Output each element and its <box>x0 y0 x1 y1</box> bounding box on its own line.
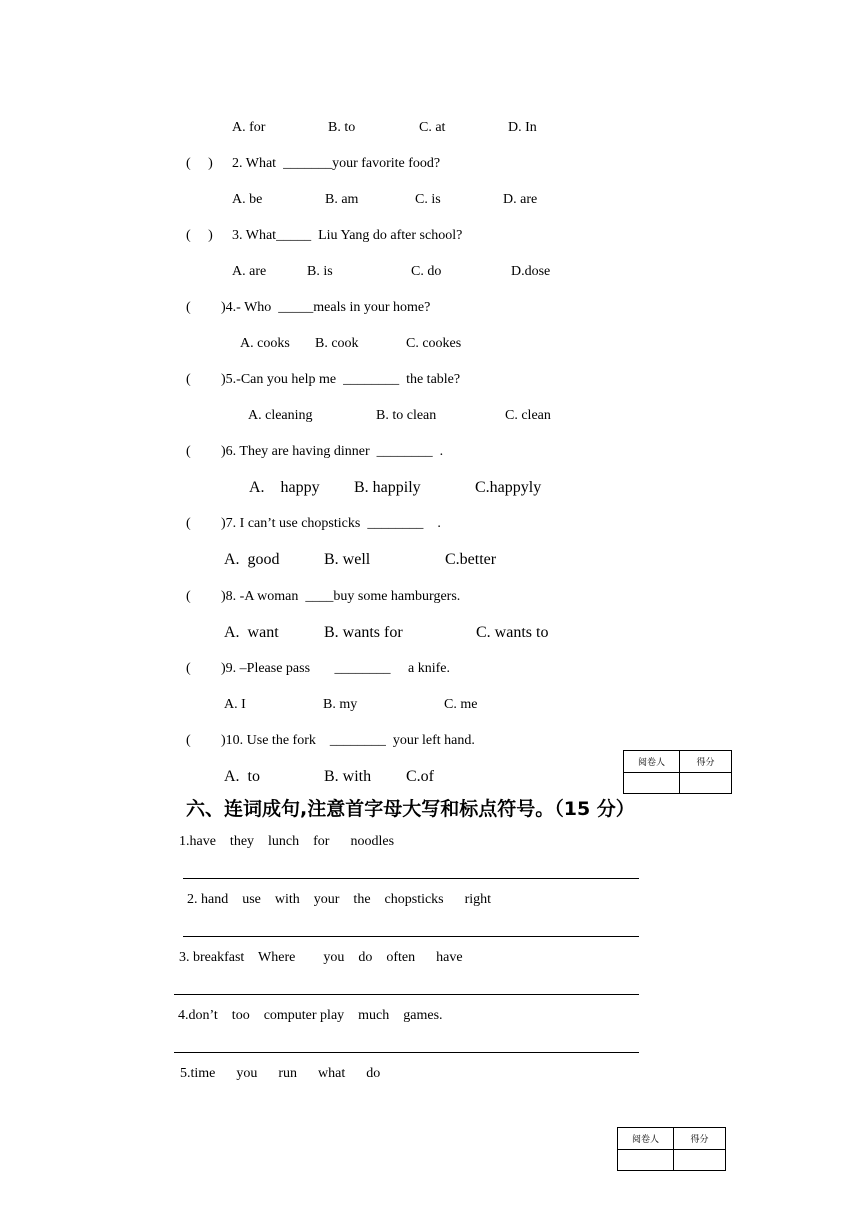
q3-option-a: A. are <box>232 264 267 279</box>
q7-option-a: A. good <box>224 551 280 568</box>
q5-answer-paren[interactable]: ( <box>186 372 191 387</box>
q8-option-a: A. want <box>224 624 279 641</box>
q6-answer-paren[interactable]: ( <box>186 444 191 459</box>
q4-answer-paren[interactable]: ( <box>186 300 191 315</box>
score-box-reviewer-cell[interactable] <box>624 773 680 794</box>
q6-option-a: A. happy <box>249 479 320 496</box>
q4-option-c: C. cookes <box>406 336 462 351</box>
score-box-2-reviewer-label: 阅卷人 <box>618 1128 674 1150</box>
q5-option-b: B. to clean <box>376 408 437 423</box>
q9-stem: )9. –Please pass ________ a knife. <box>221 661 451 676</box>
reorder-item-3: 3. breakfast Where you do often have <box>179 950 463 965</box>
q4-option-a: A. cooks <box>240 336 290 351</box>
answer-line-2[interactable] <box>183 936 639 937</box>
q2-option-b: B. am <box>325 192 359 207</box>
reorder-item-5: 5.time you run what do <box>180 1066 381 1081</box>
q10-answer-paren[interactable]: ( <box>186 733 191 748</box>
q2-option-d: D. are <box>503 192 538 207</box>
q5-option-c: C. clean <box>505 408 551 423</box>
q1-option-a: A. for <box>232 120 266 135</box>
q3-option-b: B. is <box>307 264 333 279</box>
score-box-2 <box>617 1127 726 1171</box>
q2-answer-paren[interactable]: ( ) <box>186 156 213 171</box>
q8-option-b: B. wants for <box>324 624 403 641</box>
q9-option-c: C. me <box>444 697 478 712</box>
score-box-reviewer-label: 阅卷人 <box>624 751 680 773</box>
q10-option-c: C.of <box>406 768 434 785</box>
q5-option-a: A. cleaning <box>248 408 313 423</box>
q9-answer-paren[interactable]: ( <box>186 661 191 676</box>
q6-option-b: B. happily <box>354 479 421 496</box>
q6-stem: )6. They are having dinner ________ . <box>221 444 444 459</box>
q5-stem: )5.-Can you help me ________ the table? <box>221 372 461 387</box>
q4-stem: )4.- Who _____meals in your home? <box>221 300 431 315</box>
reorder-item-4: 4.don’t too computer play much games. <box>178 1008 443 1023</box>
q7-stem: )7. I can’t use chopsticks ________ . <box>221 516 441 531</box>
answer-line-4[interactable] <box>174 1052 639 1053</box>
q3-answer-paren[interactable]: ( ) <box>186 228 213 243</box>
section-heading: 六、连词成句,注意首字母大写和标点符号。（15 分） <box>186 798 635 820</box>
q6-option-c: C.happyly <box>475 479 542 496</box>
q8-answer-paren[interactable]: ( <box>186 589 191 604</box>
q3-stem: 3. What_____ Liu Yang do after school? <box>232 228 463 243</box>
q2-stem: 2. What _______your favorite food? <box>232 156 441 171</box>
q10-option-a: A. to <box>224 768 260 785</box>
score-box-score-cell[interactable] <box>680 773 732 794</box>
q1-option-c: C. at <box>419 120 446 135</box>
reorder-item-2: 2. hand use with your the chopsticks right <box>187 892 492 907</box>
q7-option-b: B. well <box>324 551 371 568</box>
score-box <box>623 750 732 794</box>
q1-option-b: B. to <box>328 120 356 135</box>
q3-option-d: D.dose <box>511 264 551 279</box>
q10-option-b: B. with <box>324 768 372 785</box>
answer-line-1[interactable] <box>183 878 639 879</box>
score-box-2-reviewer-cell[interactable] <box>618 1150 674 1171</box>
q4-option-b: B. cook <box>315 336 359 351</box>
q7-answer-paren[interactable]: ( <box>186 516 191 531</box>
score-box-2-score-label: 得分 <box>674 1128 726 1150</box>
reorder-item-1: 1.have they lunch for noodles <box>179 834 395 849</box>
q8-option-c: C. wants to <box>476 624 549 641</box>
q2-option-a: A. be <box>232 192 263 207</box>
score-box-score-label: 得分 <box>680 751 732 773</box>
q2-option-c: C. is <box>415 192 441 207</box>
q9-option-b: B. my <box>323 697 358 712</box>
score-box-2-score-cell[interactable] <box>674 1150 726 1171</box>
q9-option-a: A. I <box>224 697 246 712</box>
q10-stem: )10. Use the fork ________ your left hand. <box>221 733 475 748</box>
q8-stem: )8. -A woman ____buy some hamburgers. <box>221 589 461 604</box>
q1-option-d: D. In <box>508 120 537 135</box>
q7-option-c: C.better <box>445 551 497 568</box>
q3-option-c: C. do <box>411 264 442 279</box>
answer-line-3[interactable] <box>174 994 639 995</box>
